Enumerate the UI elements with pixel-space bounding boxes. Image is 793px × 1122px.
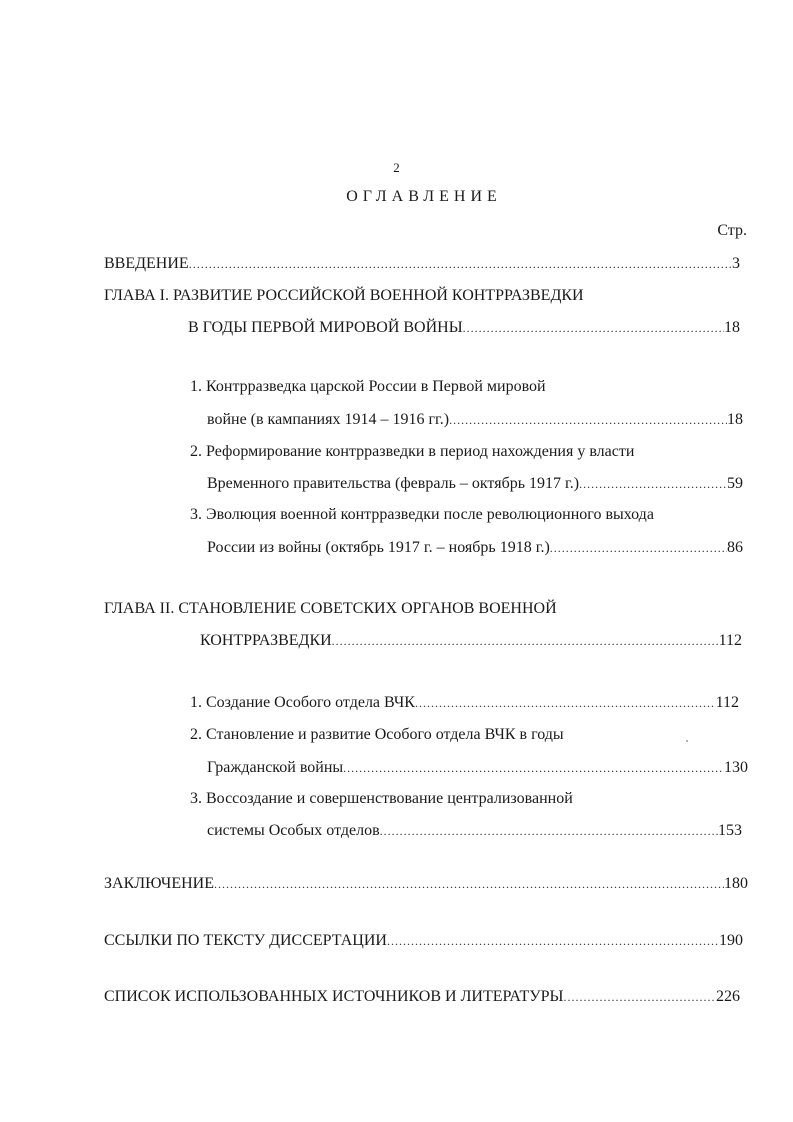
toc-entry-label: 2. Реформирование контрразведки в период нахождения у власти: [190, 443, 635, 460]
dot-leader: [563, 986, 716, 1008]
toc-entry-label: Гражданской войны: [207, 759, 344, 776]
toc-entry-label: 2. Становление и развитие Особого отдела ВЧК в годы: [190, 726, 564, 743]
toc-entry-page: 59: [727, 475, 743, 492]
toc-entry-page: 112: [718, 632, 742, 649]
toc-entry-page: 3: [732, 255, 740, 272]
scan-speck: [686, 740, 688, 742]
toc-entry-page: 130: [724, 759, 748, 776]
dot-leader: [463, 317, 724, 339]
toc-entry-label: ВВЕДЕНИЕ: [104, 255, 189, 272]
toc-entry-page: 180: [724, 875, 748, 892]
toc-entry-label: войне (в кампаниях 1914 – 1916 гг.): [207, 411, 450, 428]
page-column-label: Стр.: [717, 222, 747, 239]
page-title: ОГЛАВЛЕНИЕ: [346, 188, 502, 205]
toc-entry-page: 153: [718, 822, 742, 839]
toc-entry-label: ГЛАВА II. СТАНОВЛЕНИЕ СОВЕТСКИХ ОРГАНОВ ВОЕННОЙ: [104, 600, 557, 617]
toc-entry-label: системы Особых отделов: [207, 822, 380, 839]
toc-entry-label: ЗАКЛЮЧЕНИЕ: [104, 875, 214, 892]
toc-section-1-2-cont[interactable]: [207, 473, 743, 495]
toc-entry-page: 86: [727, 539, 743, 556]
dot-leader: [332, 630, 719, 652]
toc-section-1-3[interactable]: [190, 504, 654, 526]
dot-leader: [189, 253, 732, 275]
toc-entry-label: ГЛАВА I. РАЗВИТИЕ РОССИЙСКОЙ ВОЕННОЙ КОНТРРАЗВЕДКИ: [104, 287, 584, 304]
toc-section-2-3[interactable]: [190, 788, 573, 810]
dot-leader: [380, 820, 718, 842]
toc-section-2-2[interactable]: [190, 724, 564, 746]
dot-leader: [214, 873, 724, 895]
toc-entry-page: 18: [727, 411, 743, 428]
toc-chapter2-heading[interactable]: [104, 598, 557, 620]
dot-leader: [449, 409, 727, 431]
toc-section-2-2-cont[interactable]: [207, 757, 748, 779]
toc-entry-label: В ГОДЫ ПЕРВОЙ МИРОВОЙ ВОЙНЫ: [188, 319, 463, 336]
toc-entry-page: 18: [724, 319, 740, 336]
dot-leader: [387, 930, 719, 952]
dot-leader: [343, 757, 724, 779]
toc-entry-label: 3. Воссоздание и совершенствование централизованной: [190, 790, 573, 807]
toc-chapter1-heading[interactable]: [104, 285, 584, 307]
dot-leader: [579, 473, 727, 495]
toc-section-1-3-cont[interactable]: [207, 537, 743, 559]
toc-entry-label: СПИСОК ИСПОЛЬЗОВАННЫХ ИСТОЧНИКОВ И ЛИТЕРАТУРЫ: [104, 988, 564, 1005]
toc-section-1-1[interactable]: [190, 376, 546, 398]
toc-entry-conclusion[interactable]: [104, 873, 748, 895]
toc-entry-label: ССЫЛКИ ПО ТЕКСТУ ДИССЕРТАЦИИ: [104, 932, 387, 949]
toc-entry-page: 190: [719, 932, 743, 949]
toc-entry-label: КОНТРРАЗВЕДКИ: [200, 632, 332, 649]
toc-entry-page: 226: [716, 988, 740, 1005]
toc-entry-page: 112: [715, 694, 739, 711]
toc-section-1-2[interactable]: [190, 441, 634, 463]
dot-leader: [415, 692, 716, 714]
toc-entry-references[interactable]: [104, 930, 743, 952]
toc-entry-intro[interactable]: [104, 253, 740, 275]
toc-entry-label: 1. Контрразведка царской России в Первой мировой: [190, 378, 546, 395]
toc-chapter2-heading-cont[interactable]: [200, 630, 742, 652]
dot-leader: [550, 537, 727, 559]
page-number: 2: [393, 160, 400, 175]
toc-chapter1-heading-cont[interactable]: [188, 317, 740, 339]
toc-section-2-1[interactable]: [190, 692, 739, 714]
toc-entry-sources[interactable]: [104, 986, 740, 1008]
toc-section-2-3-cont[interactable]: [207, 820, 742, 842]
toc-entry-label: России из войны (октябрь 1917 г. – ноябрь 1918 г.): [207, 539, 550, 556]
toc-entry-label: Временного правительства (февраль – октябрь 1917 г.): [207, 475, 580, 492]
toc-entry-label: 1. Создание Особого отдела ВЧК: [190, 694, 415, 711]
toc-entry-label: 3. Эволюция военной контрразведки после революционного выхода: [190, 506, 654, 523]
toc-section-1-1-cont[interactable]: [207, 409, 743, 431]
